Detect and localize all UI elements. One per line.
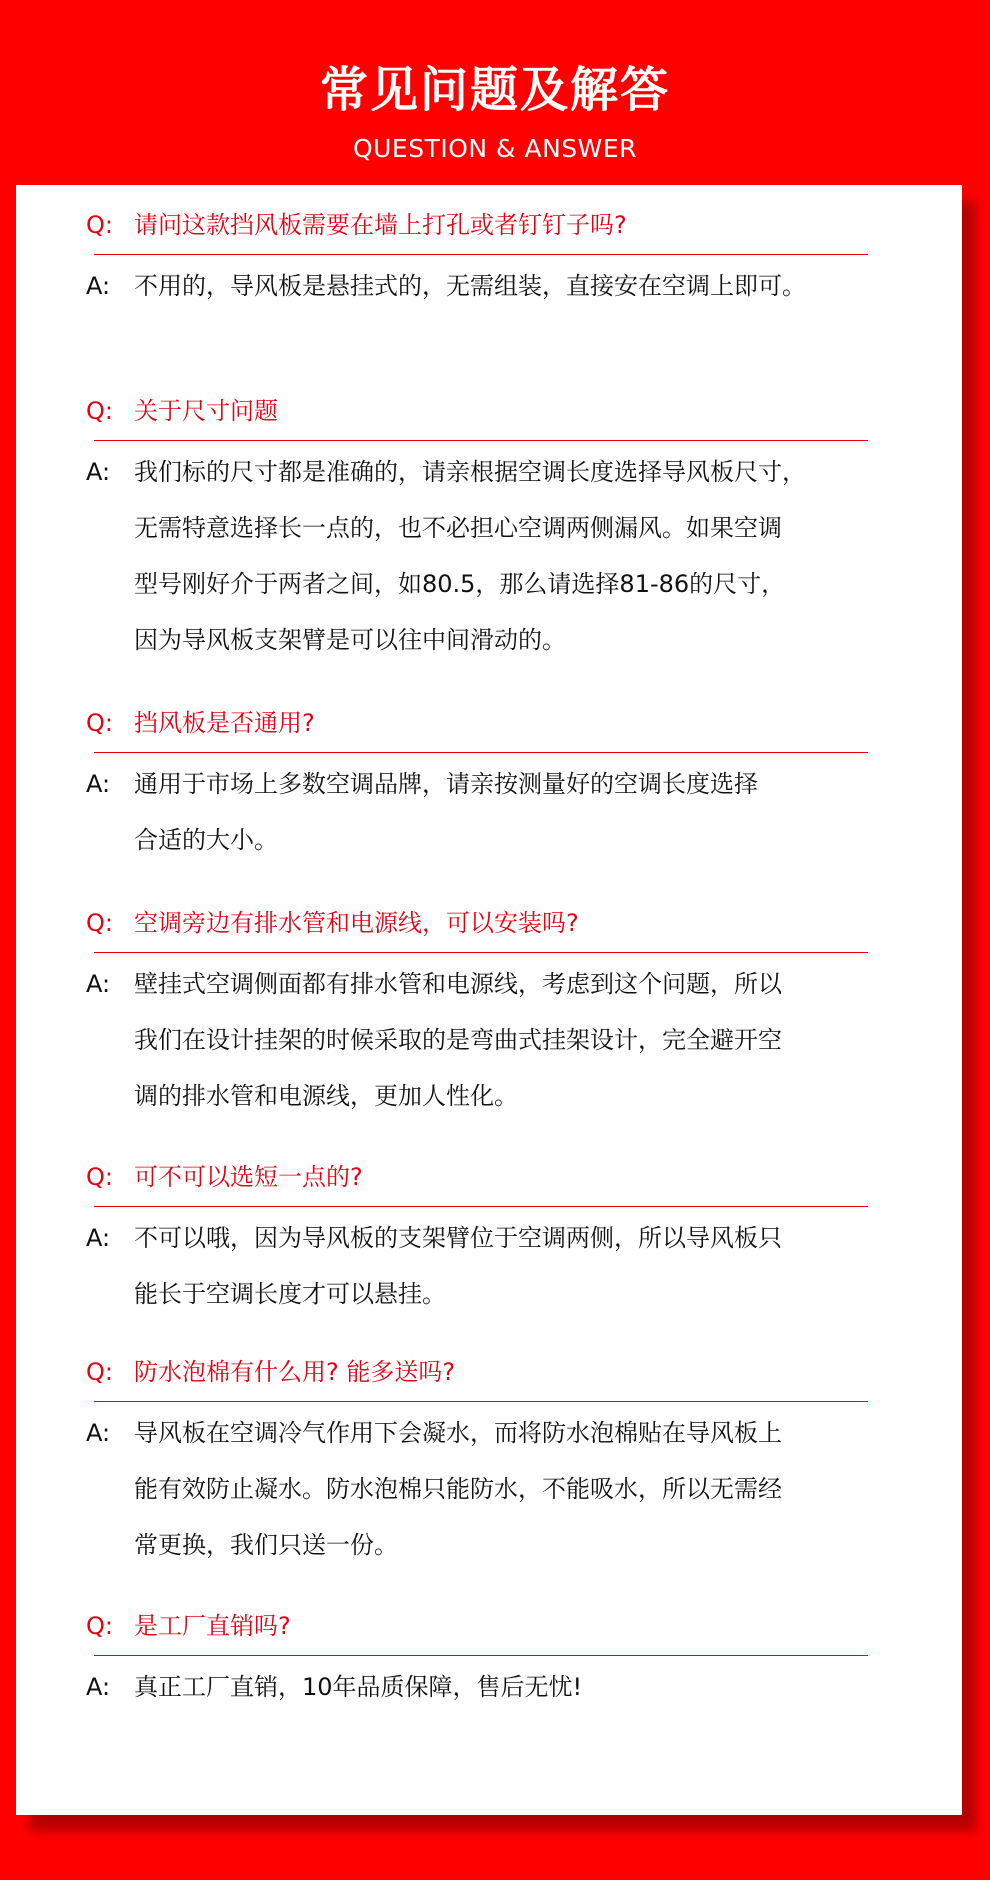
answer-line: 能长于空调长度才可以悬挂。 bbox=[134, 1280, 446, 1308]
answer-label: A: bbox=[86, 1224, 111, 1252]
answer-line: 能有效防止凝水。防水泡棉只能防水，不能吸水，所以无需经 bbox=[134, 1475, 782, 1503]
answer-text bbox=[134, 1210, 886, 1322]
faq-item bbox=[86, 1611, 882, 1701]
page-header bbox=[0, 0, 990, 185]
faq-card bbox=[16, 185, 962, 1815]
faq-item bbox=[86, 908, 882, 1110]
answer-line: 真正工厂直销，10年品质保障，售后无忧! bbox=[134, 1673, 583, 1701]
question-text: 防水泡棉有什么用? 能多送吗? bbox=[134, 1358, 456, 1386]
faq-question bbox=[86, 396, 882, 426]
faq-question bbox=[86, 1611, 882, 1641]
answer-label: A: bbox=[86, 1673, 111, 1701]
question-text: 是工厂直销吗? bbox=[134, 1612, 291, 1640]
faq-item bbox=[86, 210, 882, 300]
faq-question bbox=[86, 708, 882, 738]
question-label: Q: bbox=[86, 1612, 113, 1640]
answer-label: A: bbox=[86, 970, 111, 998]
answer-text bbox=[134, 444, 886, 668]
page-subtitle: QUESTION & ANSWER bbox=[352, 134, 638, 163]
faq-question bbox=[86, 1357, 882, 1387]
answer-label: A: bbox=[86, 272, 111, 300]
faq-divider bbox=[94, 952, 868, 953]
faq-question bbox=[86, 210, 882, 240]
answer-line: 导风板在空调冷气作用下会凝水，而将防水泡棉贴在导风板上 bbox=[134, 1419, 782, 1447]
question-label: Q: bbox=[86, 909, 113, 937]
answer-label: A: bbox=[86, 770, 111, 798]
question-text: 空调旁边有排水管和电源线，可以安装吗? bbox=[134, 909, 579, 937]
faq-divider bbox=[94, 440, 868, 441]
answer-line: 因为导风板支架臂是可以往中间滑动的。 bbox=[134, 626, 566, 654]
question-label: Q: bbox=[86, 1358, 113, 1386]
answer-text bbox=[134, 1405, 886, 1573]
answer-label: A: bbox=[86, 458, 111, 486]
faq-divider bbox=[94, 1401, 868, 1402]
faq-item bbox=[86, 1357, 882, 1559]
answer-line: 合适的大小。 bbox=[134, 826, 278, 854]
answer-line: 常更换，我们只送一份。 bbox=[134, 1531, 398, 1559]
faq-item bbox=[86, 708, 882, 854]
answer-line: 我们在设计挂架的时候采取的是弯曲式挂架设计，完全避开空 bbox=[134, 1026, 782, 1054]
faq-item bbox=[86, 1162, 882, 1308]
answer-text bbox=[134, 956, 886, 1124]
question-text: 关于尺寸问题 bbox=[134, 397, 278, 425]
answer-line: 不用的，导风板是悬挂式的，无需组装，直接安在空调上即可。 bbox=[134, 272, 806, 300]
answer-text bbox=[134, 258, 886, 314]
answer-label: A: bbox=[86, 1419, 111, 1447]
answer-line: 不可以哦，因为导风板的支架臂位于空调两侧，所以导风板只 bbox=[134, 1224, 782, 1252]
faq-question bbox=[86, 1162, 882, 1192]
question-label: Q: bbox=[86, 1163, 113, 1191]
page-title: 常见问题及解答 bbox=[319, 62, 670, 118]
question-text: 请问这款挡风板需要在墙上打孔或者钉钉子吗? bbox=[134, 211, 627, 239]
answer-line: 通用于市场上多数空调品牌，请亲按测量好的空调长度选择 bbox=[134, 770, 758, 798]
faq-divider bbox=[94, 752, 868, 753]
question-label: Q: bbox=[86, 709, 113, 737]
question-label: Q: bbox=[86, 211, 113, 239]
answer-line: 我们标的尺寸都是准确的，请亲根据空调长度选择导风板尺寸， bbox=[134, 458, 806, 486]
answer-text bbox=[134, 756, 886, 868]
question-text: 可不可以选短一点的? bbox=[134, 1163, 363, 1191]
faq-divider bbox=[94, 1206, 868, 1207]
question-text: 挡风板是否通用? bbox=[134, 709, 315, 737]
faq-question bbox=[86, 908, 882, 938]
faq-divider bbox=[94, 1655, 868, 1656]
answer-line: 无需特意选择长一点的，也不必担心空调两侧漏风。如果空调 bbox=[134, 514, 782, 542]
question-label: Q: bbox=[86, 397, 113, 425]
answer-line: 调的排水管和电源线，更加人性化。 bbox=[134, 1082, 518, 1110]
answer-line: 型号刚好介于两者之间，如80.5，那么请选择81-86的尺寸， bbox=[134, 570, 786, 598]
faq-item bbox=[86, 396, 882, 654]
answer-line: 壁挂式空调侧面都有排水管和电源线，考虑到这个问题，所以 bbox=[134, 970, 782, 998]
faq-divider bbox=[94, 254, 868, 255]
answer-text bbox=[134, 1659, 886, 1715]
